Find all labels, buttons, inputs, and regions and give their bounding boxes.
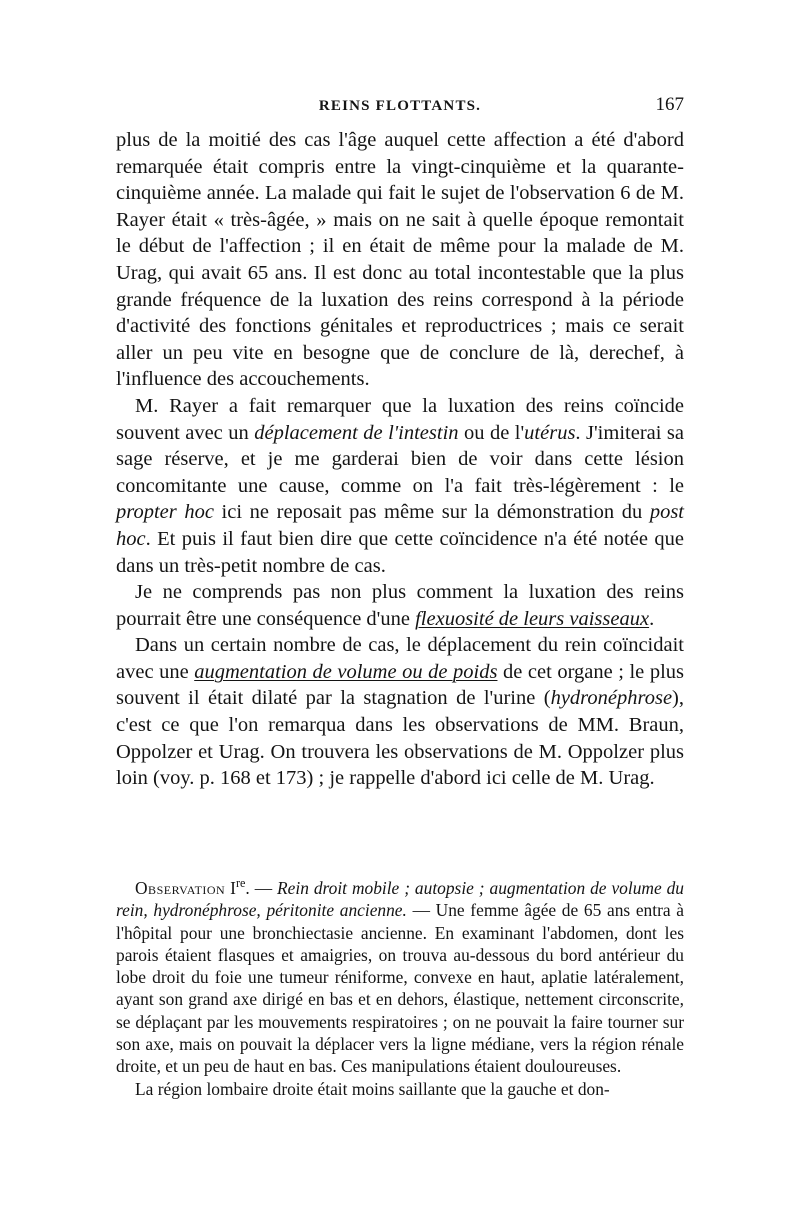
running-title: REINS FLOTTANTS. [318, 98, 482, 114]
page-header [116, 92, 684, 122]
paragraph-3 [116, 579, 684, 632]
main-text [116, 127, 684, 792]
observation-next-paragraph: La région lombaire droite était moins saillante que la gauche et don- [135, 1078, 610, 1099]
paragraph-2-text-a: M. Rayer a fait remarquer que la luxation des reins coïncide souvent avec un [116, 394, 684, 444]
page-number: 167 [655, 94, 684, 115]
paragraph-2-emphasis-2: utérus [524, 421, 576, 444]
paragraph-4-text-b: de cet organe ; le plus souvent il était dilaté par la stagnation de l'urine ( [116, 660, 684, 710]
paragraph-2-emphasis-1: déplacement de l'intestin [254, 421, 459, 444]
paragraph-2 [116, 393, 684, 579]
paragraph-2-text-d: ici ne reposait pas même sur la démonstration du [213, 501, 650, 524]
paragraph-3-text-b: . [649, 607, 655, 630]
observation-block [116, 877, 684, 1100]
observation-label: Observation [135, 878, 226, 898]
paragraph-3-emphasis-1: flexuosité de leurs vaisseaux [415, 607, 650, 630]
observation-dash: . — [245, 878, 278, 898]
paragraph-4-emphasis-2: hydronéphrose [550, 687, 673, 710]
paragraph-4-emphasis-1: augmentation de volume ou de poids [194, 660, 498, 683]
paragraph-2-emphasis-3: propter hoc [116, 501, 214, 524]
observation-paragraph [116, 877, 684, 1078]
paragraph-2-emphasis-4: post hoc [116, 501, 685, 550]
paragraph-1: plus de la moitié des cas l'âge auquel cette affection a été d'abord remarquée était compris entre la vingt-cinquième et la quarante-cinquième année. La malade qui fait le sujet de l'observation 6 de M. Rayer était « très-âgée, » mais on ne sait à quelle époque remontait le début de l'affection ; il en était de même pour la malade de M. Urag, qui avait 65 ans. Il est donc au total incontestable que la plus grande fréquence de la luxation des reins correspond à la période d'activité des fonctions génitales et reproductrices ; mais ce serait aller un peu vite en besogne que de conclure de là, derechef, à l'influence des accouchements. [116, 129, 684, 391]
paragraph-2-text-c: . J'imiterai sa sage réserve, et je me garderai bien de voir dans cette lésion concomitante une cause, comme on l'a fait très-légèrement : le [116, 421, 684, 497]
paragraph-3-text-a: Je ne comprends pas non plus comment la luxation des reins pourrait être une conséquence d'une [116, 581, 684, 630]
observation-number-suffix: re [235, 876, 246, 891]
paragraph-2-text-b: ou de l' [458, 421, 525, 444]
paragraph-4-text-c: ), c'est ce que l'on remarqua dans les observations de MM. Braun, Oppolzer et Urag. On trouvera les observations de M. Oppolzer plus loin (voy. p. 168 et 173) ; je rappelle d'abord ici celle de M. Urag. [116, 687, 684, 790]
observation-number: I [230, 878, 236, 898]
paragraph-2-text-e: . Et puis il faut bien dire que cette coïncidence n'a été notée que dans un très-petit nombre de cas. [116, 527, 684, 577]
paragraph-4 [116, 632, 684, 792]
observation-text: Une femme âgée de 65 ans entra à l'hôpital pour une bronchiectasie ancienne. En examinant l'abdomen, dont les parois étaient flasques et amaigries, on trouva au-dessous du bord antérieur du lobe droit du foie une tumeur réniforme, convexe en haut, aplatie latéralement, ayant son grand axe dirigé en bas et en dehors, élastique, nettement circonscrite, se déplaçant par les mouvements respiratoires ; on ne pouvait la faire tourner sur son axe, mais on pouvait la déplacer vers la ligne médiane, vers la région rénale droite, et un peu de haut en bas. Ces manipulations étaient douloureuses. [116, 900, 684, 1077]
observation-title: Rein droit mobile ; autopsie ; augmentation de volume du rein, hydronéphrose, péritonite ancienne. [116, 878, 684, 921]
paragraph-4-text-a: Dans un certain nombre de cas, le déplacement du rein coïncidait avec une [116, 634, 684, 683]
observation-dash-2: — [406, 900, 436, 921]
